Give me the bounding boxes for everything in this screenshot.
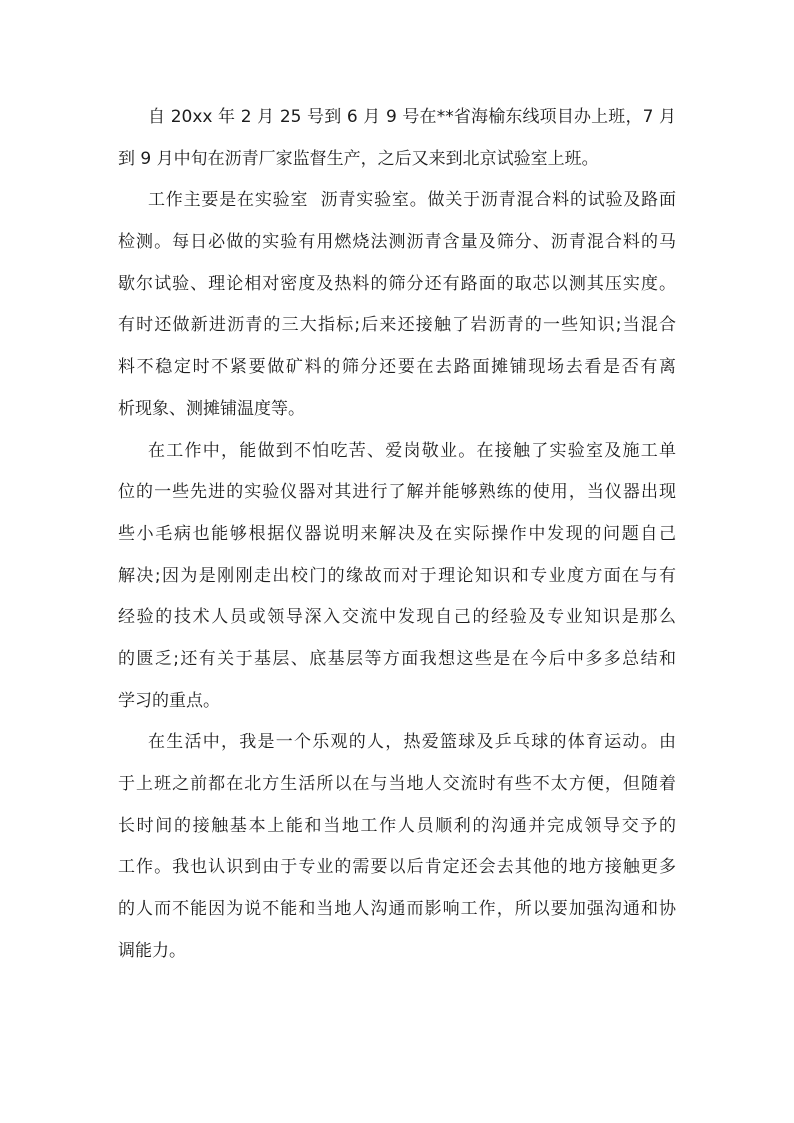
paragraph-2-line-4: 有时还做新进沥青的三大指标;后来还接触了岩沥青的一些知识;当混合	[118, 315, 676, 336]
paragraph-4-line-6: 调能力。	[118, 940, 186, 961]
paragraph-3-line-7: 学习的重点。	[118, 690, 220, 711]
paragraph-2-line-5: 料不稳定时不紧要做矿料的筛分还要在去路面摊铺现场去看是否有离	[118, 357, 676, 378]
paragraph-4	[118, 722, 676, 972]
paragraph-3-line-3: 些小毛病也能够根据仪器说明来解决及在实际操作中发现的问题自己	[118, 523, 676, 544]
paragraph-4-line-1: 在生活中，我是一个乐观的人，热爱篮球及乒乓球的体育运动。由	[148, 732, 676, 753]
paragraph-4-line-4: 工作。我也认识到由于专业的需要以后肯定还会去其他的地方接触更多	[118, 857, 676, 878]
paragraph-4-line-3: 长时间的接触基本上能和当地工作人员顺利的沟通并完成领导交予的	[118, 815, 676, 836]
paragraph-3-line-2: 位的一些先进的实验仪器对其进行了解并能够熟练的使用，当仪器出现	[118, 482, 676, 503]
paragraph-4-line-5: 的人而不能因为说不能和当地人沟通而影响工作，所以要加强沟通和协	[118, 899, 676, 920]
paragraph-3-line-1: 在工作中，能做到不怕吃苦、爱岗敬业。在接触了实验室及施工单	[148, 440, 676, 461]
paragraph-3	[118, 431, 676, 723]
paragraph-4-line-2: 于上班之前都在北方生活所以在与当地人交流时有些不太方便，但随着	[118, 774, 676, 794]
paragraph-2-line-3: 歇尔试验、理论相对密度及热料的筛分还有路面的取芯以测其压实度。	[118, 273, 676, 294]
paragraph-1-line-2: 到 9 月中旬在沥青厂家监督生产，之后又来到北京试验室上班。	[118, 148, 599, 169]
paragraph-2	[118, 180, 676, 430]
paragraph-2-line-6: 析现象、测摊铺温度等。	[118, 398, 305, 419]
document-body	[118, 97, 676, 972]
paragraph-3-line-4: 解决;因为是刚刚走出校门的缘故而对于理论知识和专业度方面在与有	[118, 565, 676, 586]
paragraph-1	[118, 97, 676, 180]
paragraph-3-line-5: 经验的技术人员或领导深入交流中发现自己的经验及专业知识是那么	[118, 607, 676, 628]
paragraph-2-line-2: 检测。每日必做的实验有用燃烧法测沥青含量及筛分、沥青混合料的马	[118, 232, 676, 253]
paragraph-2-line-1: 工作主要是在实验室 沥青实验室。做关于沥青混合料的试验及路面	[148, 190, 676, 211]
paragraph-1-line-1: 自 20xx 年 2 月 25 号到 6 月 9 号在**省海榆东线项目办上班，7 月	[148, 107, 676, 127]
paragraph-3-line-6: 的匮乏;还有关于基层、底基层等方面我想这些是在今后中多多总结和	[118, 648, 676, 669]
